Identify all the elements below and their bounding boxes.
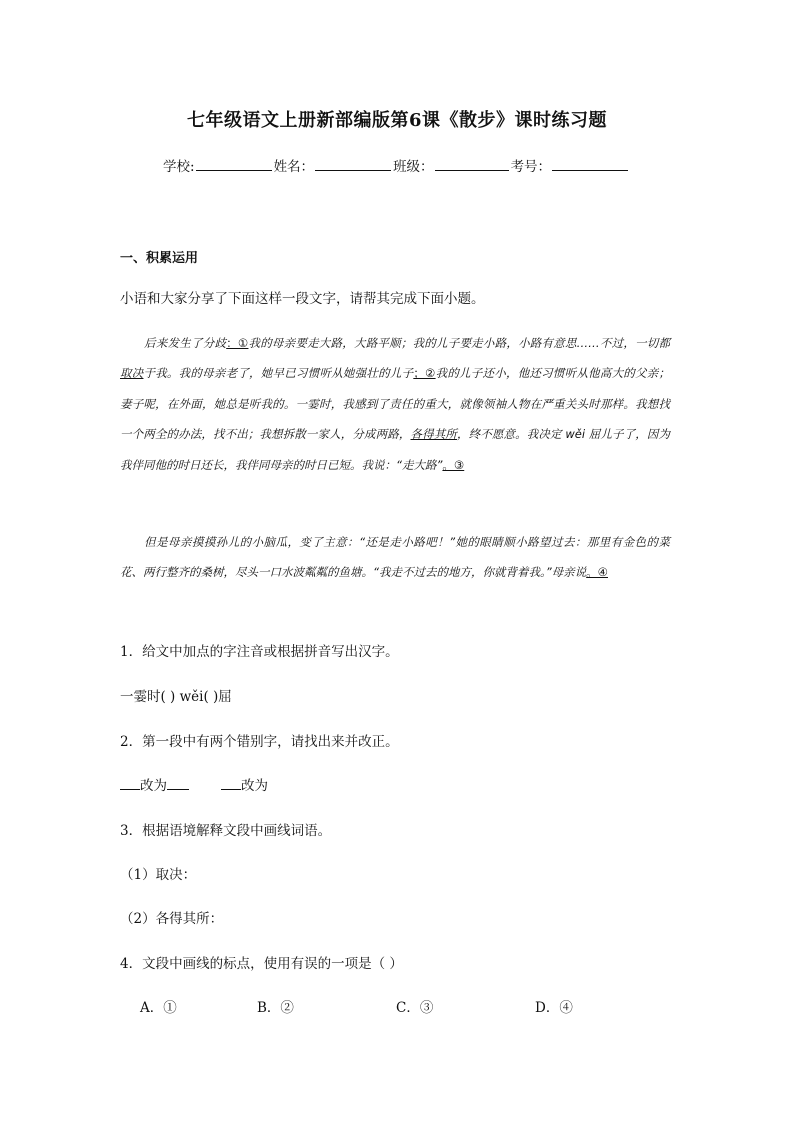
class-label: 班级： xyxy=(393,159,434,175)
punct-mark-2: ；② xyxy=(413,366,436,381)
option-a[interactable]: A．① xyxy=(140,1000,177,1016)
underlined-word-quju: 取决 xyxy=(120,366,144,381)
section-intro: 小语和大家分享了下面这样一段文字，请帮其完成下面小题。 xyxy=(120,291,485,307)
option-b[interactable]: B．② xyxy=(257,1000,294,1016)
number-blank[interactable] xyxy=(552,156,628,171)
answer-2-text: 改为 xyxy=(241,778,268,794)
name-blank[interactable] xyxy=(315,156,391,171)
option-c[interactable]: C．③ xyxy=(396,1000,434,1016)
answer-2-line[interactable] xyxy=(120,774,268,794)
question-3: 3．根据语境解释文段中画线词语。 xyxy=(120,823,332,839)
passage-paragraph-2 xyxy=(120,527,670,588)
punct-mark-3: 。③ xyxy=(442,457,465,472)
punct-mark-1: ：① xyxy=(226,336,249,350)
answer-1-line[interactable]: 一霎时( ) wěi( )屈 xyxy=(120,689,232,705)
answer-blank[interactable] xyxy=(120,776,140,790)
passage-text: 后来发生了分歧 xyxy=(144,336,227,350)
student-info-row xyxy=(163,155,630,175)
passage-paragraph-1 xyxy=(120,328,670,480)
passage-text: 我的母亲要走大路，大路平顺；我的儿子要走小路，小路有意思……不过，一切都 xyxy=(248,336,671,350)
name-label: 姓名： xyxy=(273,159,315,175)
question-1: 1．给文中加点的字注音或根据拼音写出汉字。 xyxy=(120,644,399,660)
number-label: 考号： xyxy=(510,159,552,175)
passage-text: 我的儿子还小，他还习惯听从他高大的父亲；妻子呢，在外面，她总是听我的。一霎时，我感到了责任的重大，就像领袖人物在严重关头时那样。我想找一个两全的办法，找不出；我想拆散一家人，分成两路， xyxy=(120,366,671,442)
school-label: 学校: xyxy=(163,159,195,175)
section-heading: 一、积累运用 xyxy=(120,251,199,266)
answer-2-text: 改为 xyxy=(140,778,167,794)
question-4-options xyxy=(140,996,573,1016)
underlined-word-gedeqisuo: 各得其所 xyxy=(410,427,457,442)
class-blank[interactable] xyxy=(435,156,509,171)
answer-blank[interactable] xyxy=(167,776,189,790)
school-blank[interactable] xyxy=(196,156,272,171)
passage-text: ，终不愿意。我决定 wěi 屈儿子了，因为我伴同他的时日还长，我伴同母亲的时日已短。我说：“走大路” xyxy=(120,427,671,472)
passage-text: 但是母亲摸摸孙儿的小脑瓜，变了主意：“还是走小路吧！”她的眼睛顺小路望过去：那里有金色的菜花、两行整齐的桑树，尽头一口水波粼粼的鱼塘。“我走不过去的地方，你就背着我。”母亲说 xyxy=(120,535,670,580)
answer-blank[interactable] xyxy=(221,776,241,790)
answer-3-1[interactable]: （1）取决： xyxy=(120,867,197,883)
passage-text: 于我。我的母亲老了，她早已习惯听从她强壮的儿子 xyxy=(143,366,414,381)
option-d[interactable]: D．④ xyxy=(535,1000,573,1016)
punct-mark-4: 。④ xyxy=(586,565,608,580)
question-4: 4．文段中画线的标点，使用有误的一项是（ ） xyxy=(120,956,403,972)
question-2: 2．第一段中有两个错别字，请找出来并改正。 xyxy=(120,734,399,750)
page-title: 七年级语文上册新部编版第6课《散步》课时练习题 xyxy=(186,110,608,131)
answer-3-2[interactable]: （2）各得其所： xyxy=(120,911,224,927)
